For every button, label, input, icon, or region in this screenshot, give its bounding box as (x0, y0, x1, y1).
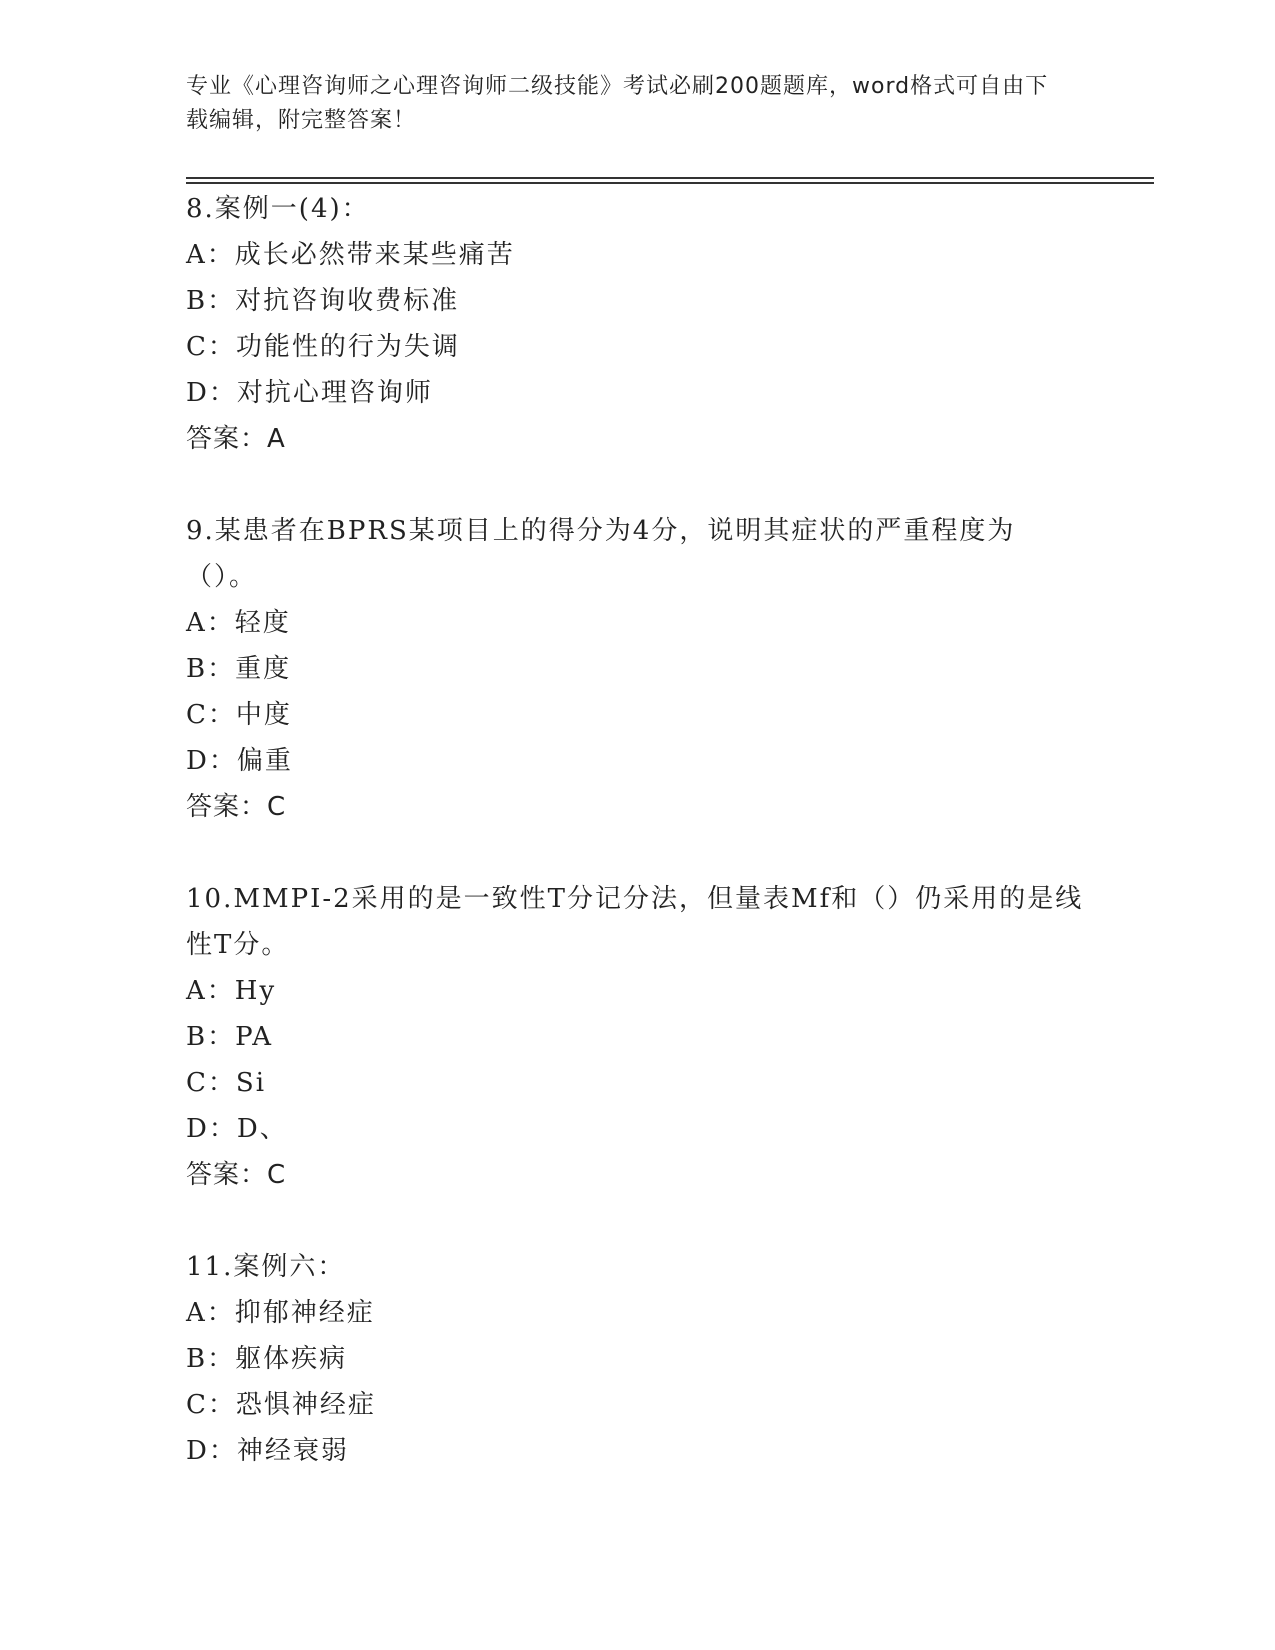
answer: 答案：C (186, 1160, 287, 1190)
header-divider-top (186, 177, 1154, 179)
question-stem: 9.某患者在BPRS某项目上的得分为4分，说明其症状的严重程度为（）。 (186, 516, 1016, 592)
option-a: A：成长必然带来某些痛苦 (186, 240, 515, 270)
option-c: C：功能性的行为失调 (186, 332, 460, 362)
document-header (186, 70, 1066, 138)
answer: 答案：A (186, 424, 286, 454)
option-b: B：重度 (186, 654, 292, 684)
option-c: C：中度 (186, 700, 292, 730)
option-a: A：Hy (186, 976, 277, 1006)
option-b: B：PA (186, 1022, 273, 1052)
question-9 (186, 508, 1086, 830)
option-b: B：对抗咨询收费标准 (186, 286, 460, 316)
option-d: D：神经衰弱 (186, 1436, 349, 1466)
question-stem: 8.案例一(4)： (186, 194, 370, 224)
question-stem: 11.案例六： (186, 1252, 346, 1282)
header-text: 专业《心理咨询师之心理咨询师二级技能》考试必刷200题题库，word格式可自由下载编辑，附完整答案！ (186, 74, 1049, 133)
option-d: D：偏重 (186, 746, 293, 776)
option-d: D：D、 (186, 1114, 288, 1144)
option-c: C：Si (186, 1068, 267, 1098)
question-list (186, 186, 1086, 1520)
header-divider-bottom (186, 182, 1154, 184)
option-c: C：恐惧神经症 (186, 1390, 376, 1420)
question-11 (186, 1244, 1086, 1474)
option-a: A：抑郁神经症 (186, 1298, 375, 1328)
question-stem: 10.MMPI-2采用的是一致性T分记分法，但量表Mf和（）仍采用的是线性T分。 (186, 884, 1084, 960)
option-d: D：对抗心理咨询师 (186, 378, 433, 408)
question-10 (186, 876, 1086, 1198)
option-b: B：躯体疾病 (186, 1344, 348, 1374)
answer: 答案：C (186, 792, 287, 822)
question-8 (186, 186, 1086, 462)
option-a: A：轻度 (186, 608, 291, 638)
